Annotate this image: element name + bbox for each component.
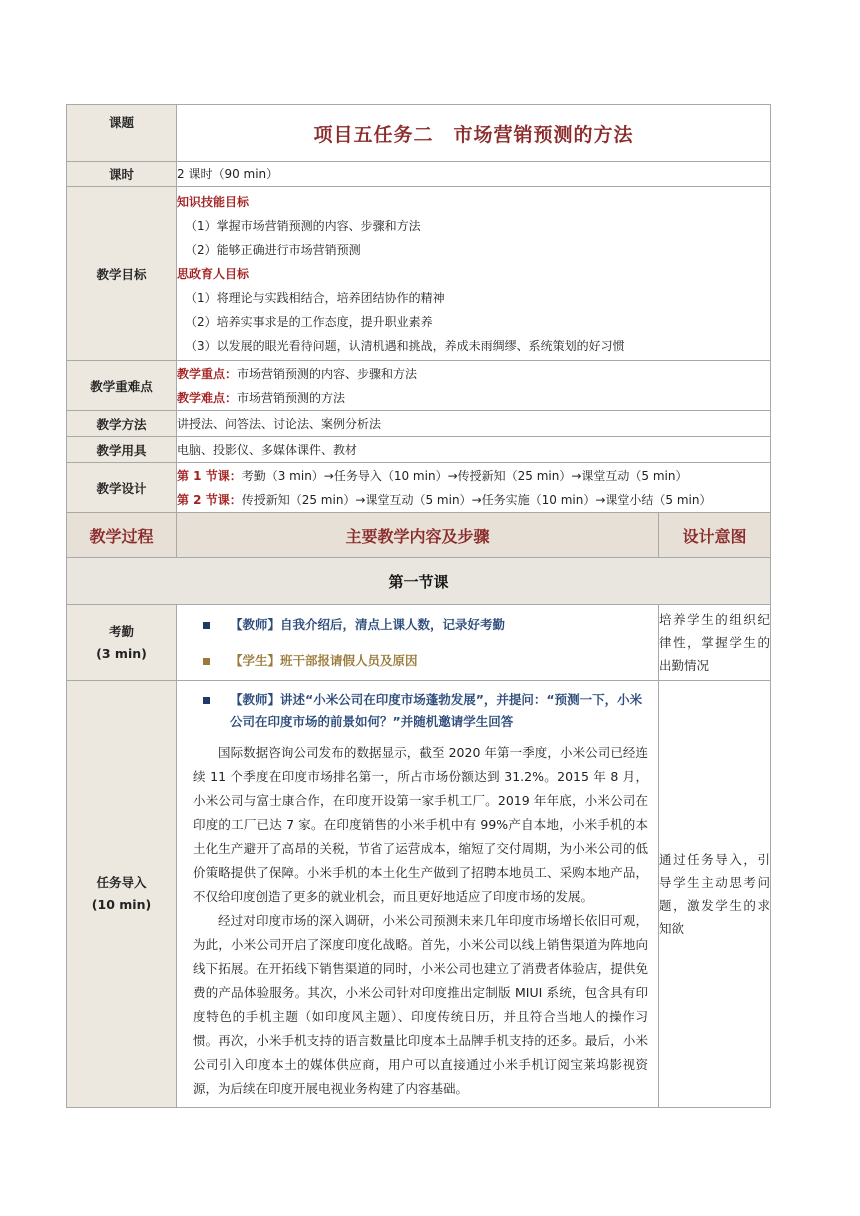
hours-row — [67, 162, 771, 187]
bullet-square-icon — [203, 697, 210, 704]
design1-label: 第 1 节课： — [177, 468, 242, 483]
attendance-time: (3 min) — [96, 645, 147, 661]
attendance-student-item — [199, 650, 648, 672]
intro-row — [67, 681, 771, 1108]
intro-label-cell — [67, 681, 177, 1108]
process-header-col1: 教学过程 — [67, 513, 177, 558]
attendance-content — [177, 605, 659, 681]
key-content — [177, 361, 771, 411]
topic-row — [67, 105, 771, 162]
intro-paragraph: 经过对印度市场的深入调研，小米公司预测未来几年印度市场增长依旧可观，为此，小米公司开启了深度印度化战略。首先，小米公司以线上销售渠道为阵地向线下拓展。在开拓线下销售渠道的同时，小米公司也建立了消费者体验店，提供免费的产品体验服务。其次，小米公司针对印度推出定制版 MIUI 系统，包含具有印度特色的手机主题（如印度风主题）、印度传统日历，并且符合当地人的操作习惯。再次，小米手机支持的语言数量比印度本土品牌手机支持的还多。最后，小米公司引入印度本土的媒体供应商，用户可以直接通过小米手机订阅宝莱坞影视资源，为后续在印度开展电视业务构建了内容基础。 — [193, 913, 648, 1096]
intro-label: 任务导入 — [96, 875, 147, 890]
intro-teacher-item — [193, 689, 648, 733]
intro-time: (10 min) — [91, 897, 152, 912]
page-title: 项目五任务二 市场营销预测的方法 — [177, 105, 771, 162]
tools-label: 教学用具 — [67, 437, 177, 463]
design-content — [177, 463, 771, 513]
hours-label: 课时 — [67, 162, 177, 187]
method-value: 讲授法、问答法、讨论法、案例分析法 — [177, 411, 771, 437]
attendance-student: 【学生】班干部报请假人员及原因 — [230, 652, 418, 668]
method-label: 教学方法 — [67, 411, 177, 437]
tools-row — [67, 437, 771, 463]
process-header-row — [67, 513, 771, 558]
goals-label: 教学目标 — [67, 187, 177, 361]
attendance-label: 考勤 — [108, 623, 134, 639]
bullet-square-icon — [203, 622, 210, 629]
topic-label: 课题 — [67, 105, 177, 162]
process-header-col2: 主要教学内容及步骤 — [177, 513, 659, 558]
attendance-teacher: 【教师】自我介绍后，清点上课人数，记录好考勤 — [230, 616, 506, 632]
knowledge-item: （1）掌握市场营销预测的内容、步骤和方法 — [185, 218, 421, 233]
intro-content — [177, 681, 659, 1108]
ideology-item: （1）将理论与实践相结合，培养团结协作的精神 — [185, 290, 445, 305]
attendance-row — [67, 605, 771, 681]
tools-value: 电脑、投影仪、多媒体课件、教材 — [177, 437, 771, 463]
key-row — [67, 361, 771, 411]
ideology-item: （3）以发展的眼光看待问题，认清机遇和挑战，养成未雨绸缪、系统策划的好习惯 — [185, 338, 625, 353]
knowledge-title: 知识技能目标 — [177, 194, 250, 209]
goals-row — [67, 187, 771, 361]
design1: 考勤（3 min）→任务导入（10 min）→传授新知（25 min）→课堂互动（5 min） — [241, 468, 688, 483]
goals-content — [177, 187, 771, 361]
key-label: 教学重难点 — [67, 361, 177, 411]
attendance-teacher-item — [199, 614, 648, 636]
section-title: 第一节课 — [67, 558, 771, 605]
design-row — [67, 463, 771, 513]
process-header-col3: 设计意图 — [659, 513, 771, 558]
intro-paragraph: 国际数据咨询公司发布的数据显示，截至 2020 年第一季度，小米公司已经连续 11 个季度在印度市场排名第一，所占市场份额达到 31.2%。2015 年 8 月，小米公司与富士康合作，在印度开设第一家手机工厂。2019 年年底，小米公司在印度的工厂已达 7 家。在印度销售的小米手机中有 99%产自本地，小米手机的本土化生产避开了高昂的关税，节省了运营成本，缩短了交付周期，为小米公司的低价策略提供了保障。小米手机的本土化生产做到了招聘本地员工、采购本地产品，不仅给印度创造了更多的就业机会，而且更好地适应了印度市场的发展。 — [193, 745, 648, 904]
key-point-label: 教学重点： — [177, 366, 238, 381]
bullet-square-icon — [203, 658, 210, 665]
intro-teacher: 【教师】讲述“小米公司在印度市场蓬勃发展”，并提问：“预测一下，小米公司在印度市场的前景如何？”并随机邀请学生回答 — [230, 692, 643, 729]
knowledge-item: （2）能够正确进行市场营销预测 — [185, 242, 361, 257]
section-row — [67, 558, 771, 605]
lesson-plan-table — [66, 104, 771, 1108]
design2-label: 第 2 节课： — [177, 492, 242, 507]
design-label: 教学设计 — [67, 463, 177, 513]
ideology-item: （2）培养实事求是的工作态度，提升职业素养 — [185, 314, 433, 329]
method-row — [67, 411, 771, 437]
ideology-title: 思政育人目标 — [177, 266, 250, 281]
hours-value: 2 课时（90 min） — [177, 162, 771, 187]
difficulty-label: 教学难点： — [177, 390, 238, 405]
intro-intent: 通过任务导入，引导学生主动思考问题，激发学生的求知欲 — [659, 681, 771, 1108]
attendance-intent: 培养学生的组织纪律性，掌握学生的出勤情况 — [659, 605, 771, 681]
key-point: 市场营销预测的内容、步骤和方法 — [237, 366, 418, 381]
difficulty: 市场营销预测的方法 — [237, 390, 346, 405]
design2: 传授新知（25 min）→课堂互动（5 min）→任务实施（10 min）→课堂小结（5 min） — [241, 492, 712, 507]
attendance-label-cell — [67, 605, 177, 681]
